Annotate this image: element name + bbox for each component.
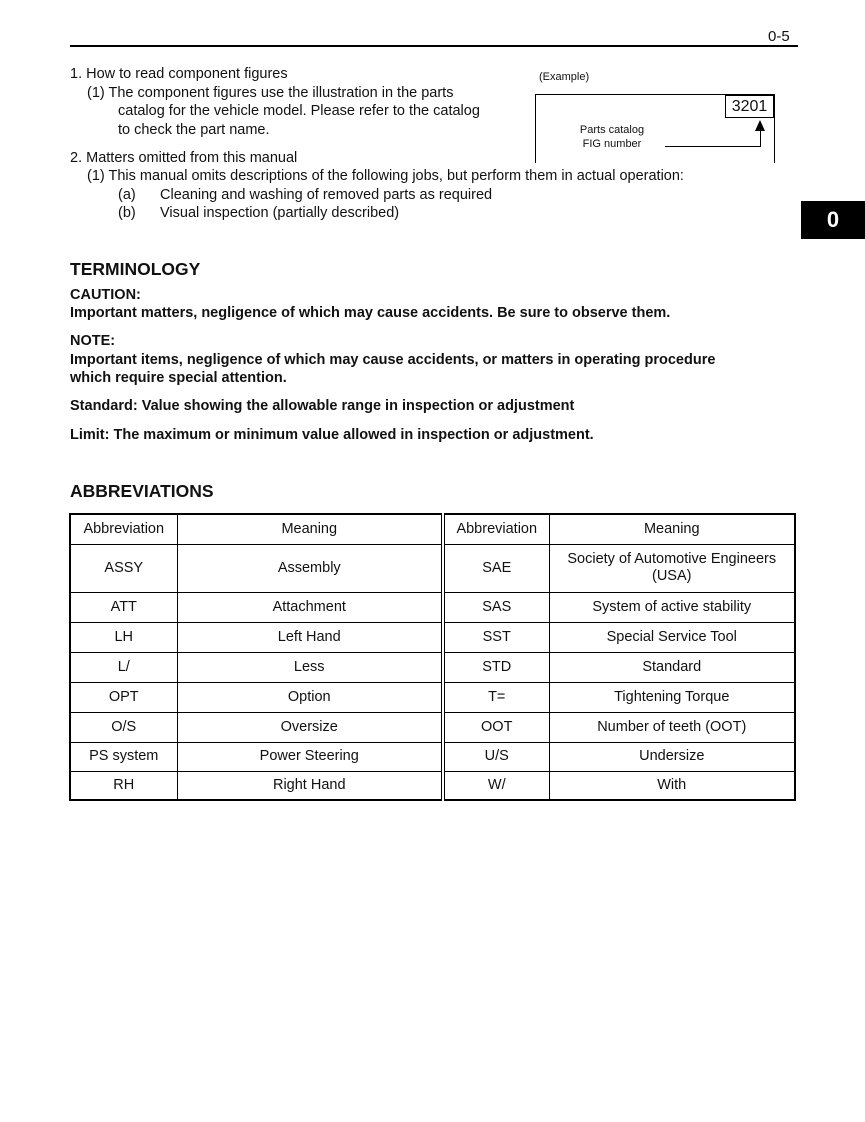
meaning-cell: Tightening Torque: [549, 682, 795, 712]
note-text-line-1: Important items, negligence of which may cause accidents, or matters in operating procedure: [70, 352, 716, 368]
table-row: [70, 622, 795, 652]
item-1-sub-1-line-3: to check the part name.: [118, 122, 270, 138]
meaning-cell: With: [549, 771, 795, 800]
abbreviation-cell: W/: [443, 771, 549, 800]
column-header: Abbreviation: [443, 514, 549, 544]
abbreviation-cell: ATT: [70, 592, 177, 622]
table-row: [70, 544, 795, 592]
abbreviation-cell: STD: [443, 652, 549, 682]
item-2-title: 2. Matters omitted from this manual: [70, 150, 298, 166]
meaning-cell: Attachment: [177, 592, 443, 622]
meaning-cell: Less: [177, 652, 443, 682]
abbreviation-cell: OOT: [443, 712, 549, 742]
item-2-sub-1: (1) This manual omits descriptions of the following jobs, but perform them in actual operation:: [87, 168, 684, 184]
standard-definition: Standard: Value showing the allowable range in inspection or adjustment: [70, 398, 575, 414]
meaning-cell: Society of Automotive Engineers (USA): [549, 544, 795, 592]
pointer-line-horizontal: [665, 146, 761, 147]
abbreviation-cell: O/S: [70, 712, 177, 742]
meaning-cell: Power Steering: [177, 742, 443, 771]
abbreviation-cell: RH: [70, 771, 177, 800]
caption-line-1: Parts catalog: [579, 124, 645, 136]
limit-definition: Limit: The maximum or minimum value allowed in inspection or adjustment.: [70, 427, 594, 443]
item-1-sub-1-line-1: (1) The component figures use the illustration in the parts: [87, 85, 454, 101]
note-text-line-2: which require special attention.: [70, 370, 287, 386]
column-header: Abbreviation: [70, 514, 177, 544]
meaning-cell: Standard: [549, 652, 795, 682]
table-row: [70, 592, 795, 622]
meaning-cell: Oversize: [177, 712, 443, 742]
meaning-cell: Left Hand: [177, 622, 443, 652]
table-row: [70, 682, 795, 712]
terminology-heading: TERMINOLOGY: [70, 259, 201, 279]
meaning-cell: Special Service Tool: [549, 622, 795, 652]
item-2-a-text: Cleaning and washing of removed parts as required: [160, 187, 493, 203]
meaning-cell: Assembly: [177, 544, 443, 592]
abbreviation-cell: T=: [443, 682, 549, 712]
column-header: Meaning: [549, 514, 795, 544]
note-label: NOTE:: [70, 333, 116, 349]
column-header: Meaning: [177, 514, 443, 544]
meaning-cell: Number of teeth (OOT): [549, 712, 795, 742]
abbreviation-cell: SST: [443, 622, 549, 652]
abbreviation-cell: U/S: [443, 742, 549, 771]
item-1-title: 1. How to read component figures: [70, 66, 288, 82]
item-2-b-text: Visual inspection (partially described): [160, 205, 400, 221]
caution-label: CAUTION:: [70, 287, 141, 303]
meaning-cell: Option: [177, 682, 443, 712]
item-2-b-marker: (b): [118, 205, 136, 221]
abbreviation-cell: SAS: [443, 592, 549, 622]
item-2-a-marker: (a): [118, 187, 136, 203]
fig-number-box: 3201: [725, 95, 774, 118]
table-row: [70, 712, 795, 742]
abbreviation-cell: L/: [70, 652, 177, 682]
meaning-cell: Right Hand: [177, 771, 443, 800]
header-rule: [70, 45, 798, 47]
caption-line-2: FIG number: [582, 138, 642, 150]
abbreviation-cell: PS system: [70, 742, 177, 771]
table-header-row: [70, 514, 795, 544]
meaning-cell: System of active stability: [549, 592, 795, 622]
abbreviation-cell: SAE: [443, 544, 549, 592]
page-number: 0-5: [768, 28, 790, 45]
item-1-sub-1-line-2: catalog for the vehicle model. Please refer to the catalog: [118, 103, 480, 119]
arrow-up-icon: [755, 120, 765, 131]
example-label: (Example): [539, 71, 590, 83]
table-row: [70, 652, 795, 682]
abbreviation-cell: ASSY: [70, 544, 177, 592]
table-row: [70, 742, 795, 771]
abbreviations-table: [69, 513, 796, 801]
abbreviation-cell: LH: [70, 622, 177, 652]
caution-text: Important matters, negligence of which may cause accidents. Be sure to observe them.: [70, 305, 671, 321]
table-row: [70, 771, 795, 800]
section-tab: 0: [801, 201, 865, 239]
abbreviation-cell: OPT: [70, 682, 177, 712]
abbreviations-heading: ABBREVIATIONS: [70, 481, 214, 501]
meaning-cell: Undersize: [549, 742, 795, 771]
